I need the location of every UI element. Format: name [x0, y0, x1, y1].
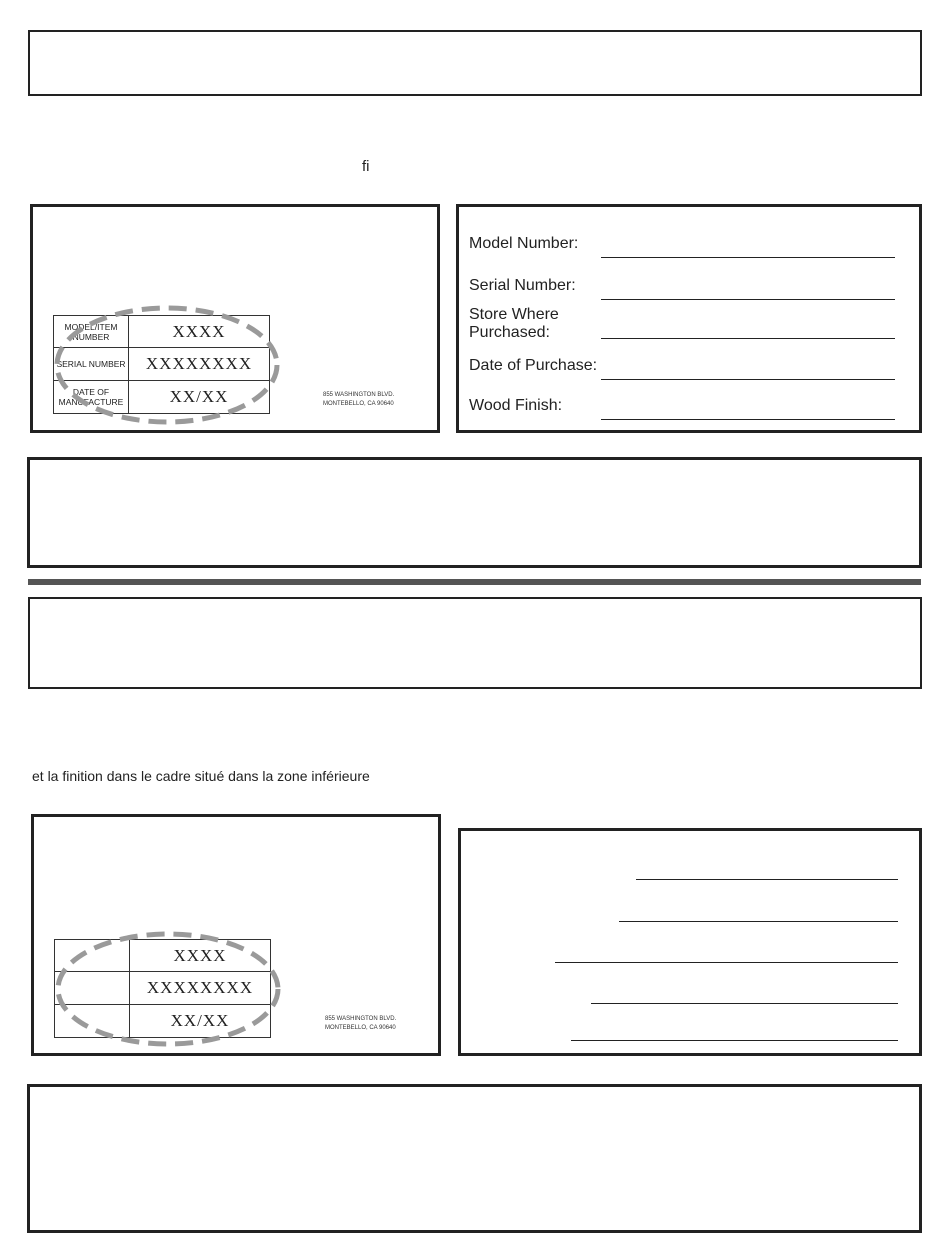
- serial-number-label: Serial Number:: [469, 277, 576, 294]
- label-key-date: DATE OF MANUFACTURE: [54, 381, 129, 414]
- store-label-line2: Purchased:: [469, 324, 550, 341]
- fr-line-1[interactable]: [636, 879, 898, 880]
- wood-finish-line[interactable]: [601, 419, 895, 420]
- highlight-oval-en: [55, 303, 295, 433]
- label-value-date-fr: XX/XX: [130, 1005, 271, 1038]
- store-label-line1: Store Where: [469, 306, 559, 323]
- label-value-serial-fr: XXXXXXXX: [130, 972, 271, 1005]
- fr-line-2[interactable]: [619, 921, 898, 922]
- french-note-box: [27, 1084, 922, 1233]
- date-of-purchase-label: Date of Purchase:: [469, 357, 598, 374]
- manufacturer-address-en: 855 WASHINGTON BLVD. MONTEBELLO, CA 90640: [323, 392, 395, 407]
- french-instruction-text: et la finition dans le cadre situé dans la zone inférieure: [32, 768, 370, 784]
- french-header-box: [28, 597, 922, 689]
- record-form-fr: [458, 828, 922, 1056]
- top-header-box: [28, 30, 922, 96]
- date-of-purchase-line[interactable]: [601, 379, 895, 380]
- store-line[interactable]: [601, 338, 895, 339]
- label-value-model: XXXX: [129, 316, 270, 348]
- fr-line-4[interactable]: [591, 1003, 898, 1004]
- serial-number-line[interactable]: [601, 299, 895, 300]
- label-key-serial: SERIAL NUMBER: [54, 348, 129, 381]
- section-divider: [28, 579, 921, 585]
- wood-finish-label: Wood Finish:: [469, 397, 563, 414]
- model-number-line[interactable]: [601, 257, 895, 258]
- english-note-box: [27, 457, 922, 568]
- top-fragment-text: fi: [362, 158, 370, 175]
- highlight-oval-fr: [56, 927, 296, 1057]
- manufacturer-address-fr: 855 WASHINGTON BLVD. MONTEBELLO, CA 90640: [325, 1016, 397, 1031]
- model-number-label: Model Number:: [469, 235, 579, 252]
- label-illustration-en: [30, 204, 440, 433]
- fr-line-5[interactable]: [571, 1040, 898, 1041]
- label-value-serial: XXXXXXXX: [129, 348, 270, 381]
- record-form-en: [456, 204, 922, 433]
- fr-line-3[interactable]: [555, 962, 898, 963]
- label-value-date: XX/XX: [129, 381, 270, 414]
- label-key-model: MODEL/ITEM NUMBER: [54, 316, 129, 348]
- label-value-model-fr: XXXX: [130, 940, 271, 972]
- label-illustration-fr: [31, 814, 441, 1056]
